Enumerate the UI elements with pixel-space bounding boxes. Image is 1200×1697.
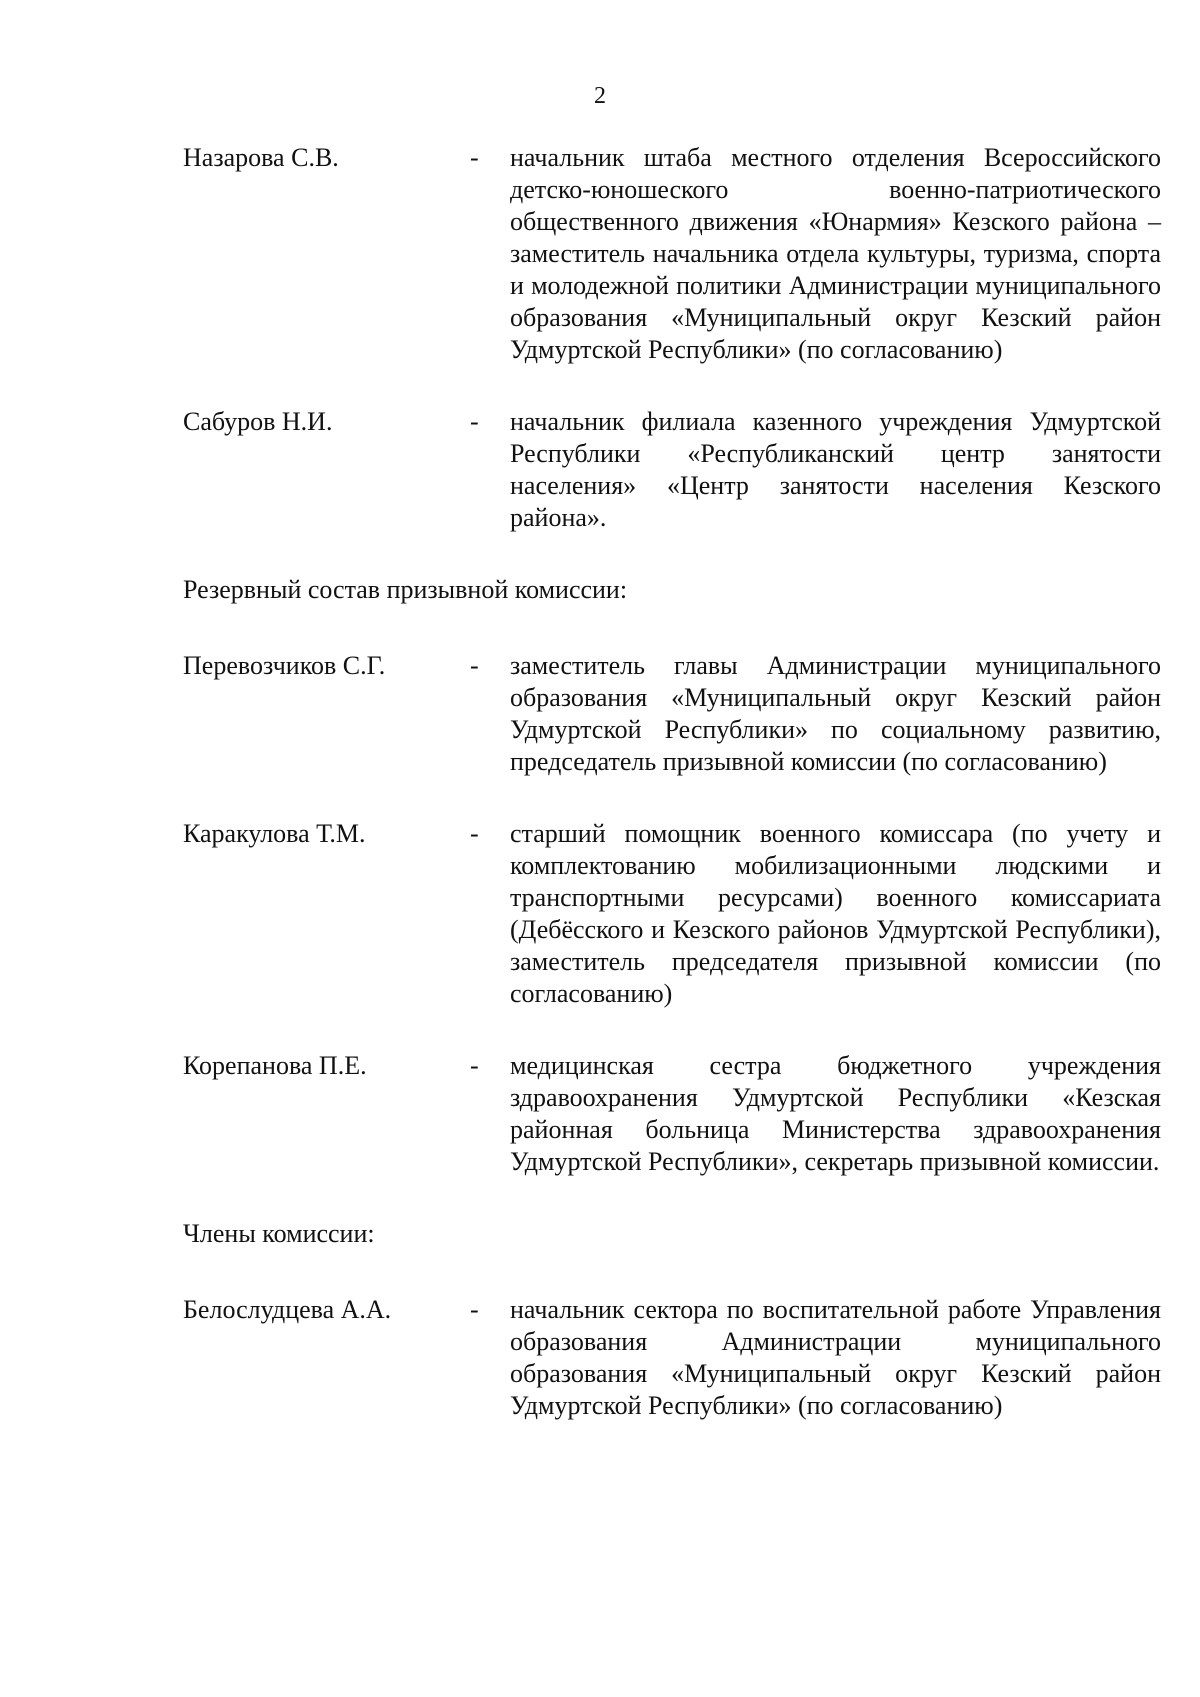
member-description: начальник филиала казенного учреждения Удмуртской Республики «Республиканский центр занятости населения» «Центр занятости населения Кезского района». [510, 407, 1161, 532]
document-body [183, 142, 1161, 1422]
member-entry [183, 1050, 1161, 1178]
member-description: начальник сектора по воспитательной работе Управления образования Администрации муниципального образования «Муниципальный округ Кезский район Удмуртской Республики» (по согласованию) [510, 1295, 1161, 1420]
member-entry [183, 142, 1161, 366]
member-entry [183, 818, 1161, 1010]
member-description: заместитель главы Администрации муниципального образования «Муниципальный округ Кезский район Удмуртской Республики» по социальному развитию, председатель призывной комиссии (по согласованию) [510, 651, 1161, 776]
member-entry [183, 650, 1161, 778]
member-entry [183, 406, 1161, 534]
member-name: Каракулова Т.М. [183, 819, 366, 848]
member-name: Сабуров Н.И. [183, 407, 333, 436]
page-number: 2 [594, 83, 606, 109]
member-dash: - [470, 143, 479, 172]
member-dash: - [470, 1295, 479, 1324]
member-name: Белослудцева А.А. [183, 1295, 392, 1324]
member-description: медицинская сестра бюджетного учреждения здравоохранения Удмуртской Республики «Кезская районная больница Министерства здравоохранения Удмуртской Республики», секретарь призывной комиссии. [510, 1051, 1161, 1176]
member-name: Назарова С.В. [183, 143, 339, 172]
member-dash: - [470, 1051, 479, 1080]
reserve-heading: Резервный состав призывной комиссии: [183, 575, 628, 604]
member-dash: - [470, 819, 479, 848]
member-description: начальник штаба местного отделения Всероссийского детско-юношеского военно-патриотического общественного движения «Юнармия» Кезского района – заместитель начальника отдела культуры, туризма, спорта и молодежной политики Администрации муниципального образования «Муниципальный округ Кезский район Удмуртской Республики» (по согласованию) [510, 143, 1161, 364]
commission-members-heading: Члены комиссии: [183, 1219, 375, 1248]
member-name: Корепанова П.Е. [183, 1051, 367, 1080]
member-dash: - [470, 407, 479, 436]
member-description: старший помощник военного комиссара (по учету и комплектованию мобилизационными людскими и транспортными ресурсами) военного комиссариата (Дебёсского и Кезского районов Удмуртской Республики), заместитель председателя призывной комиссии (по согласованию) [510, 819, 1161, 1008]
member-name: Перевозчиков С.Г. [183, 651, 386, 680]
member-dash: - [470, 651, 479, 680]
member-entry [183, 1294, 1161, 1422]
